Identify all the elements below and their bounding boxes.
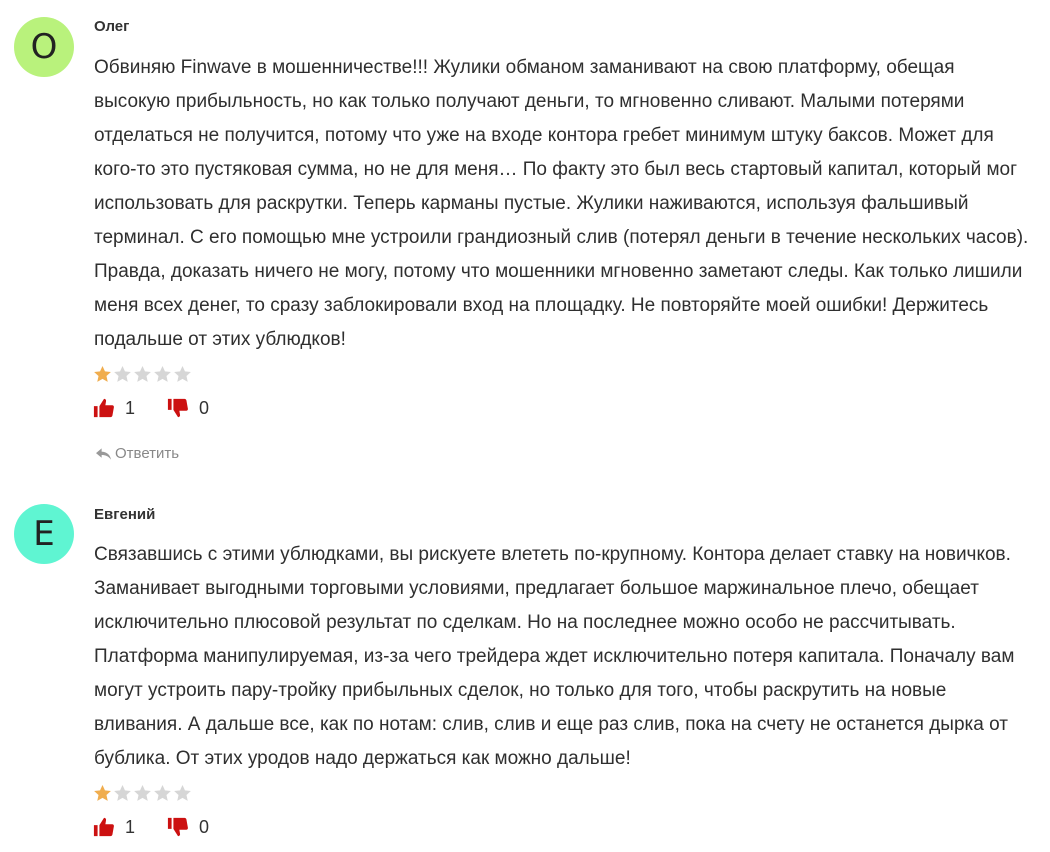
vote-bar (93, 397, 209, 419)
avatar (14, 504, 74, 564)
comment-text: Связавшись с этими ублюдками, вы рискуете влететь по-крупному. Контора делает ставку на новичков. Заманивает выгодными торговыми условиями, предлагает большое маржинальное плечо, обещает исключительно плюсовой результат по сделкам. Но на последнее можно особо не рассчитывать. Платформа манипулируемая, из-за чего трейдера ждет исключительно потеря капитала. Поначалу вам могут устроить пару-тройку прибыльных сделок, но только для того, чтобы раскрутить на новые вливания. А дальше все, как по нотам: слив, слив и еще раз слив, пока на счету не останется дырка от бублика. От этих уродов надо держаться как можно дальше! (94, 544, 1015, 769)
rating-stars (93, 365, 192, 384)
thumbs-down-icon (167, 397, 189, 419)
avatar-letter: Е (33, 514, 55, 554)
thumbs-up-icon (93, 397, 115, 419)
like-count: 1 (125, 816, 136, 837)
author-name: Евгений (94, 506, 156, 523)
star-empty-icon (153, 365, 172, 384)
star-empty-icon (113, 784, 132, 803)
reply-icon (96, 448, 111, 460)
dislike-button[interactable] (167, 816, 209, 838)
star-empty-icon (113, 365, 132, 384)
like-button[interactable] (93, 816, 135, 838)
star-filled-icon (93, 365, 112, 384)
comment-text: Обвиняю Finwave в мошенничестве!!! Жулики обманом заманивают на свою платформу, обещая высокую прибыльность, но как только получают деньги, то мгновенно сливают. Малыми потерями отделаться не получится, потому что уже на входе контора гребет минимум штуку баксов. Может для кого-то это пустяковая сумма, но не для меня… По факту это был весь стартовый капитал, который мог использовать для раскрутки. Теперь карманы пустые. Жулики наживаются, используя фальшивый терминал. С его помощью мне устроили грандиозный слив (потерял деньги в течение нескольких часов). Правда, доказать ничего не могу, потому что мошенники мгновенно заметают следы. Как только лишили меня всех денег, то сразу заблокировали вход на площадку. Не повторяйте моей ошибки! Держитесь подальше от этих ублюдков! (94, 57, 1029, 350)
star-empty-icon (133, 365, 152, 384)
reply-link[interactable] (96, 445, 179, 462)
star-empty-icon (133, 784, 152, 803)
dislike-count: 0 (199, 397, 210, 418)
star-empty-icon (173, 784, 192, 803)
dislike-button[interactable] (167, 397, 209, 419)
like-button[interactable] (93, 397, 135, 419)
reply-label: Ответить (115, 445, 180, 462)
avatar-letter: О (30, 27, 58, 67)
dislike-count: 0 (199, 816, 210, 837)
rating-stars (93, 784, 192, 803)
like-count: 1 (125, 397, 136, 418)
thumbs-down-icon (167, 816, 189, 838)
star-empty-icon (173, 365, 192, 384)
star-filled-icon (93, 784, 112, 803)
avatar (14, 17, 74, 77)
vote-bar (93, 816, 209, 838)
star-empty-icon (153, 784, 172, 803)
thumbs-up-icon (93, 816, 115, 838)
author-name: Олег (94, 18, 130, 35)
